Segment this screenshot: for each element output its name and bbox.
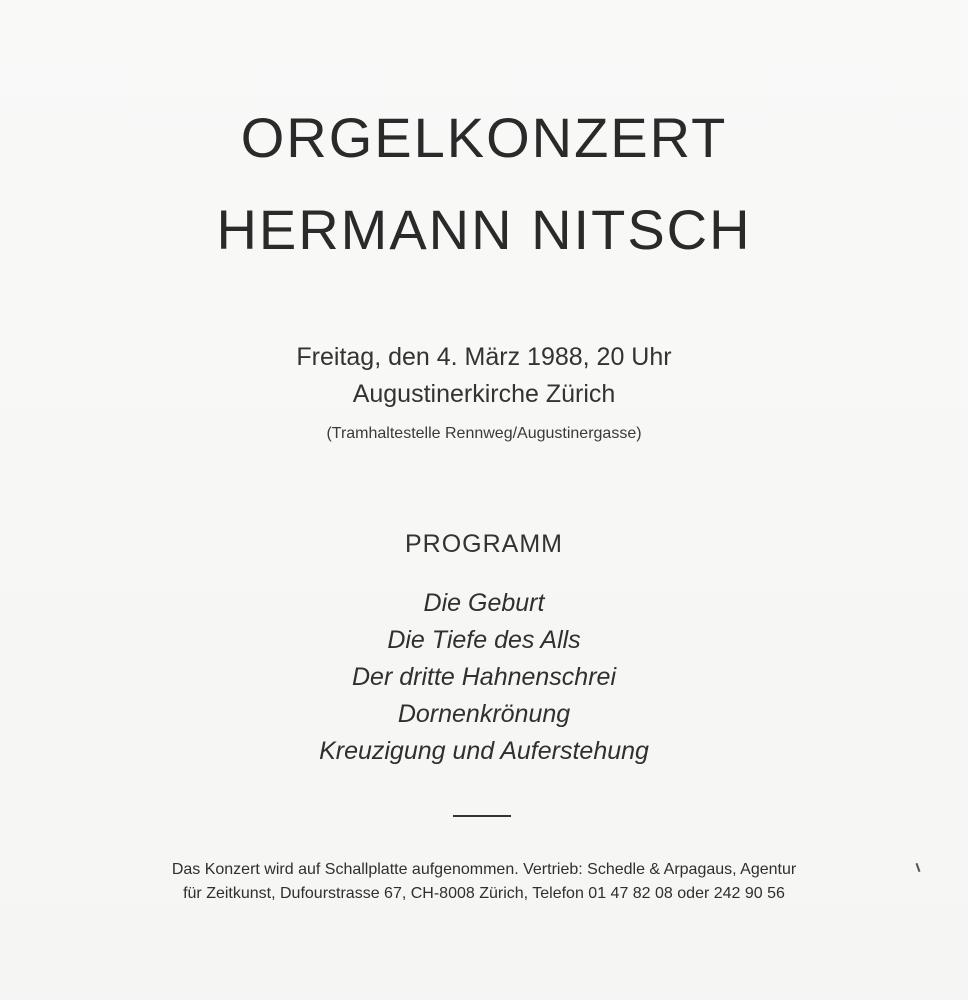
program-item: Dornenkrönung	[397, 700, 571, 728]
tram-stop-note: (Tramhaltestelle Rennweg/Augustinergasse)	[326, 425, 642, 442]
program-heading: PROGRAMM	[405, 530, 563, 558]
program-item: Kreuzigung und Auferstehung	[319, 737, 649, 765]
program-item: Die Tiefe des Alls	[387, 626, 581, 654]
footer-contact: für Zeitkunst, Dufourstrasse 67, CH-8008 Zürich, Telefon 01 47 82 08 oder 242 90 56	[183, 885, 785, 902]
program-item: Der dritte Hahnenschrei	[351, 663, 616, 691]
divider	[453, 815, 511, 817]
footer-recording-note: Das Konzert wird auf Schallplatte aufgenommen. Vertrieb: Schedle & Arpagaus, Agentur	[171, 861, 797, 878]
event-date: Freitag, den 4. März 1988, 20 Uhr	[296, 343, 672, 371]
program-item: Die Geburt	[423, 589, 545, 617]
title-concert: ORGELKONZERT	[240, 106, 728, 169]
title-artist: HERMANN NITSCH	[216, 198, 752, 261]
event-venue: Augustinerkirche Zürich	[352, 380, 616, 408]
program-list	[0, 588, 968, 773]
